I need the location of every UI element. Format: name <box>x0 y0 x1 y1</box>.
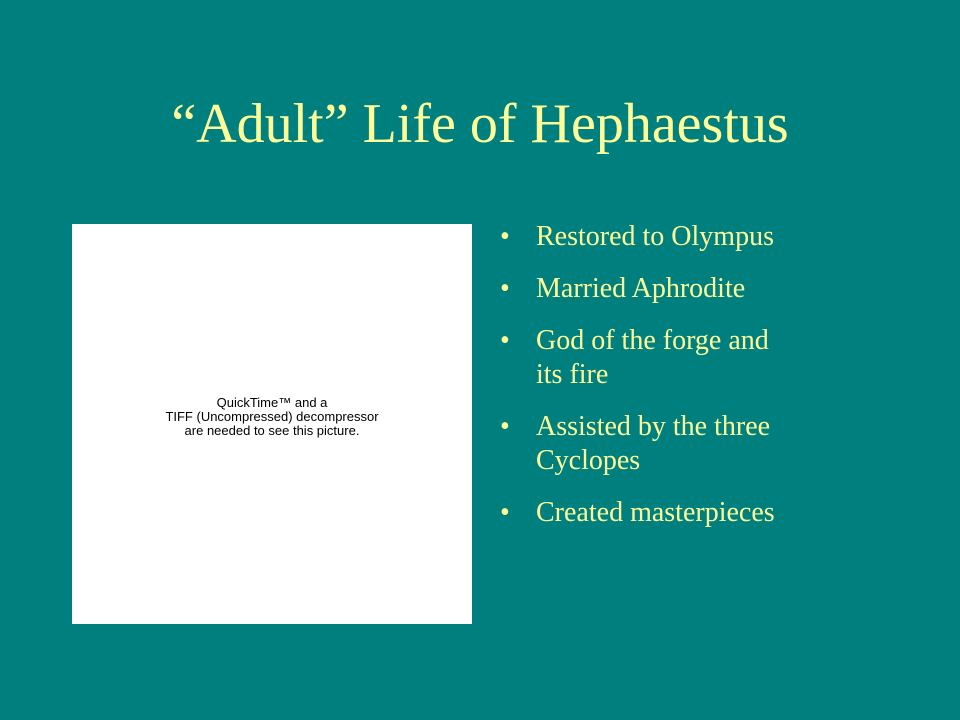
bullet-text: Restored to Olympus <box>536 221 774 252</box>
image-placeholder-message <box>72 396 472 438</box>
bullet-text: Married Aphrodite <box>536 273 746 304</box>
bullet-text-continuation: its fire <box>536 359 609 390</box>
bullet-marker: • <box>500 325 510 356</box>
bullet-text: Assisted by the three <box>536 411 771 442</box>
bullet-list <box>496 220 916 548</box>
bullet-text: God of the forge and <box>536 325 769 356</box>
bullet-item <box>496 324 916 392</box>
bullet-marker: • <box>500 221 510 252</box>
bullet-text: Created masterpieces <box>536 497 775 528</box>
bullet-item <box>496 272 916 306</box>
bullet-item <box>496 220 916 254</box>
bullet-marker: • <box>500 273 510 304</box>
slide-title: “Adult” Life of Hephaestus <box>171 93 789 155</box>
bullet-item <box>496 496 916 530</box>
bullet-text-continuation: Cyclopes <box>536 445 641 476</box>
image-placeholder-line: QuickTime™ and a <box>216 395 328 410</box>
image-placeholder-line: are needed to see this picture. <box>184 423 360 438</box>
bullet-marker: • <box>500 411 510 442</box>
image-placeholder-line: TIFF (Uncompressed) decompressor <box>165 409 379 424</box>
bullet-marker: • <box>500 497 510 528</box>
image-placeholder <box>72 224 472 624</box>
bullet-item <box>496 410 916 478</box>
